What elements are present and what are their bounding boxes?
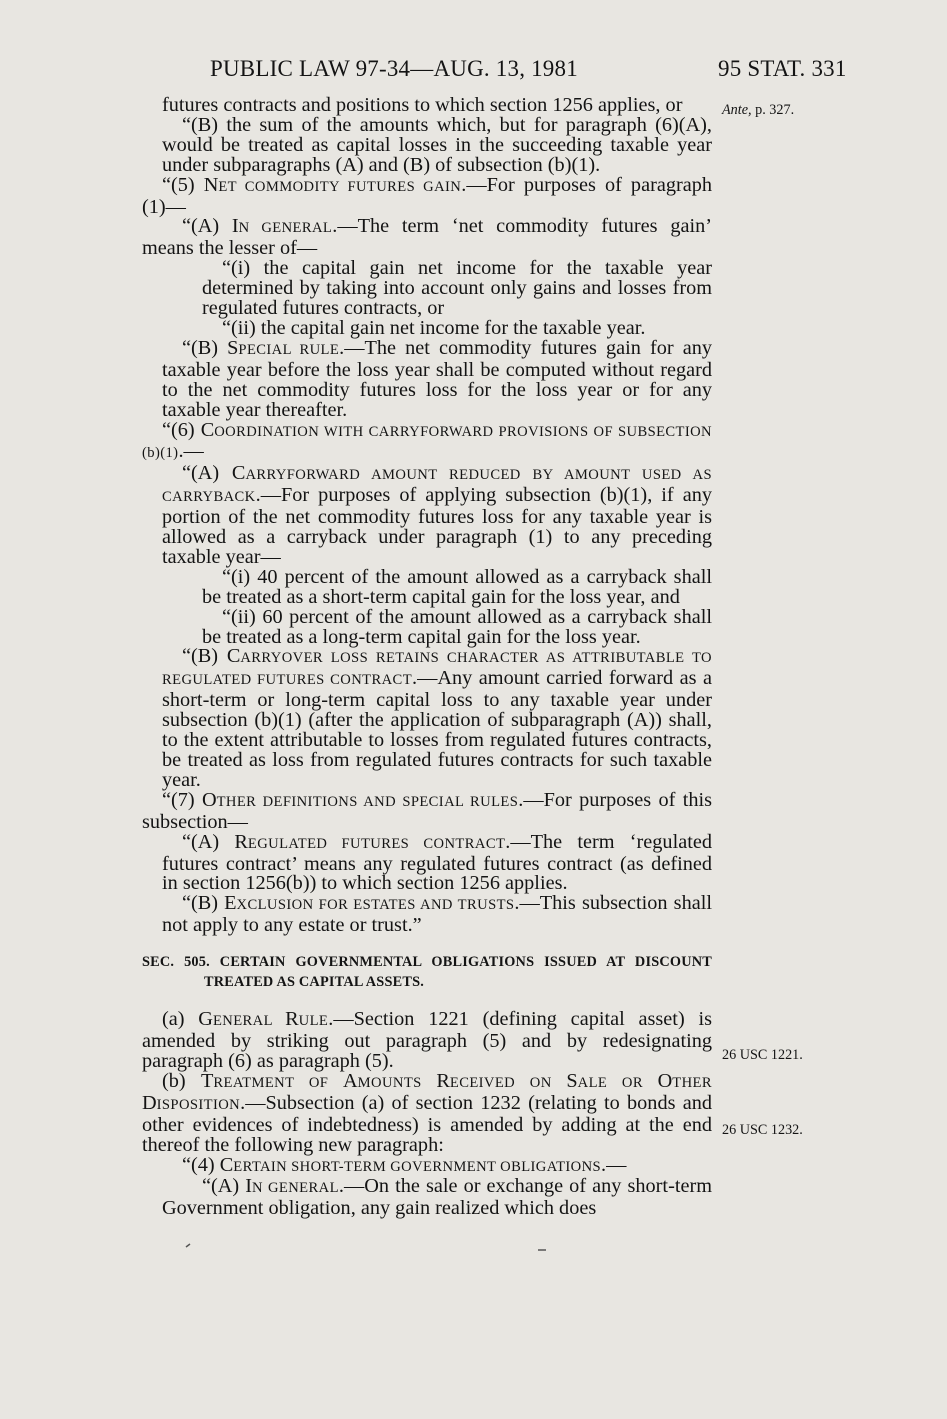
paragraph: “(4) CERTAIN SHORT-TERM GOVERNMENT OBLIGATIONS.—: [182, 1153, 627, 1176]
running-header-title: PUBLIC LAW 97-34—AUG. 13, 1981: [210, 56, 578, 81]
paragraph: futures contracts and positions to which section 1256 applies, or: [162, 94, 683, 116]
paragraph: “(6) COORDINATION WITH CARRYFORWARD PROVISIONS OF SUBSECTION (b)(1).—: [142, 418, 712, 463]
paragraph: “(ii) 60 percent of the amount allowed as a carryback shall be treated as a long-term capital gain for the loss year.: [202, 605, 712, 648]
section-heading: SEC. 505. CERTAIN GOVERNMENTAL OBLIGATIONS ISSUED AT DISCOUNT TREATED AS CAPITAL ASSETS.: [142, 954, 712, 991]
paragraph: (a) GENERAL RULE.—Section 1221 (defining capital asset) is amended by striking out paragraph (5) and by redesignating paragraph (6) as paragraph (5).: [142, 1008, 713, 1072]
paragraph: “(B) SPECIAL RULE.—The net commodity futures gain for any taxable year before the loss year shall be computed without regard to the net commodity futures loss for the loss year or for any taxable year thereafter.: [162, 336, 713, 421]
paragraph: “(B) EXCLUSION FOR ESTATES AND TRUSTS.—This subsection shall not apply to any estate or trust.”: [162, 892, 712, 937]
margin-note-ante: Ante, p. 327.: [722, 102, 795, 118]
margin-note-usc-1232: 26 USC 1232.: [722, 1122, 803, 1138]
paragraph: “(A) IN GENERAL.—On the sale or exchange of any short-term Government obligation, any gain realized which does: [162, 1175, 712, 1220]
paragraph: “(i) 40 percent of the amount allowed as a carryback shall be treated as a short-term capital gain for the loss year, and: [202, 565, 712, 608]
paragraph: “(B) the sum of the amounts which, but for paragraph (6)(A), would be treated as capital losses in the succeeding taxable year under subparagraphs (A) and (B) of subsection (b)(1).: [162, 113, 712, 176]
paragraph: “(A) IN GENERAL.—The term ‘net commodity futures gain’ means the lesser of—: [142, 215, 712, 260]
margin-note-usc-1221: 26 USC 1221.: [722, 1047, 803, 1063]
paragraph: “(7) OTHER DEFINITIONS AND SPECIAL RULES.—For purposes of this subsection—: [142, 788, 712, 833]
paragraph: “(5) NET COMMODITY FUTURES GAIN.—For purposes of paragraph (1)—: [142, 173, 713, 218]
paragraph: “(i) the capital gain net income for the taxable year determined by taking into account only gains and losses from regulated futures contracts, or: [202, 257, 712, 320]
paragraph: “(A) CARRYFORWARD AMOUNT REDUCED BY AMOUNT USED AS CARRYBACK.—For purposes of applying subsection (b)(1), if any portion of the net commodity futures loss for any taxable year is allowed as a carryback under paragraph (1) to any preceding taxable year—: [162, 462, 712, 568]
running-header-page: 95 STAT. 331: [718, 56, 847, 81]
paragraph: (b) TREATMENT OF AMOUNTS RECEIVED ON SALE OR OTHER DISPOSITION.—Subsection (a) of section 1232 (relating to bonds and other evidences of indebtedness) is amended by adding at the end thereof the following new paragraph:: [142, 1069, 712, 1156]
paragraph: “(ii) the capital gain net income for the taxable year.: [222, 316, 646, 339]
scan-mark: [186, 1244, 190, 1247]
paragraph: “(B) CARRYOVER LOSS RETAINS CHARACTER AS ATTRIBUTABLE TO REGULATED FUTURES CONTRACT.—Any amount carried forward as a short-term or long-term capital loss to any taxable year under subsection (b)(1) (after the application of subparagraph (A)) shall, to the extent attributable to losses from regulated futures contracts, be treated as loss from regulated futures contracts for such taxable year.: [162, 645, 712, 791]
paragraph: “(A) REGULATED FUTURES CONTRACT.—The term ‘regulated futures contract’ means any regulated futures contract (as defined in section 1256(b)) to which section 1256 applies.: [162, 830, 712, 895]
